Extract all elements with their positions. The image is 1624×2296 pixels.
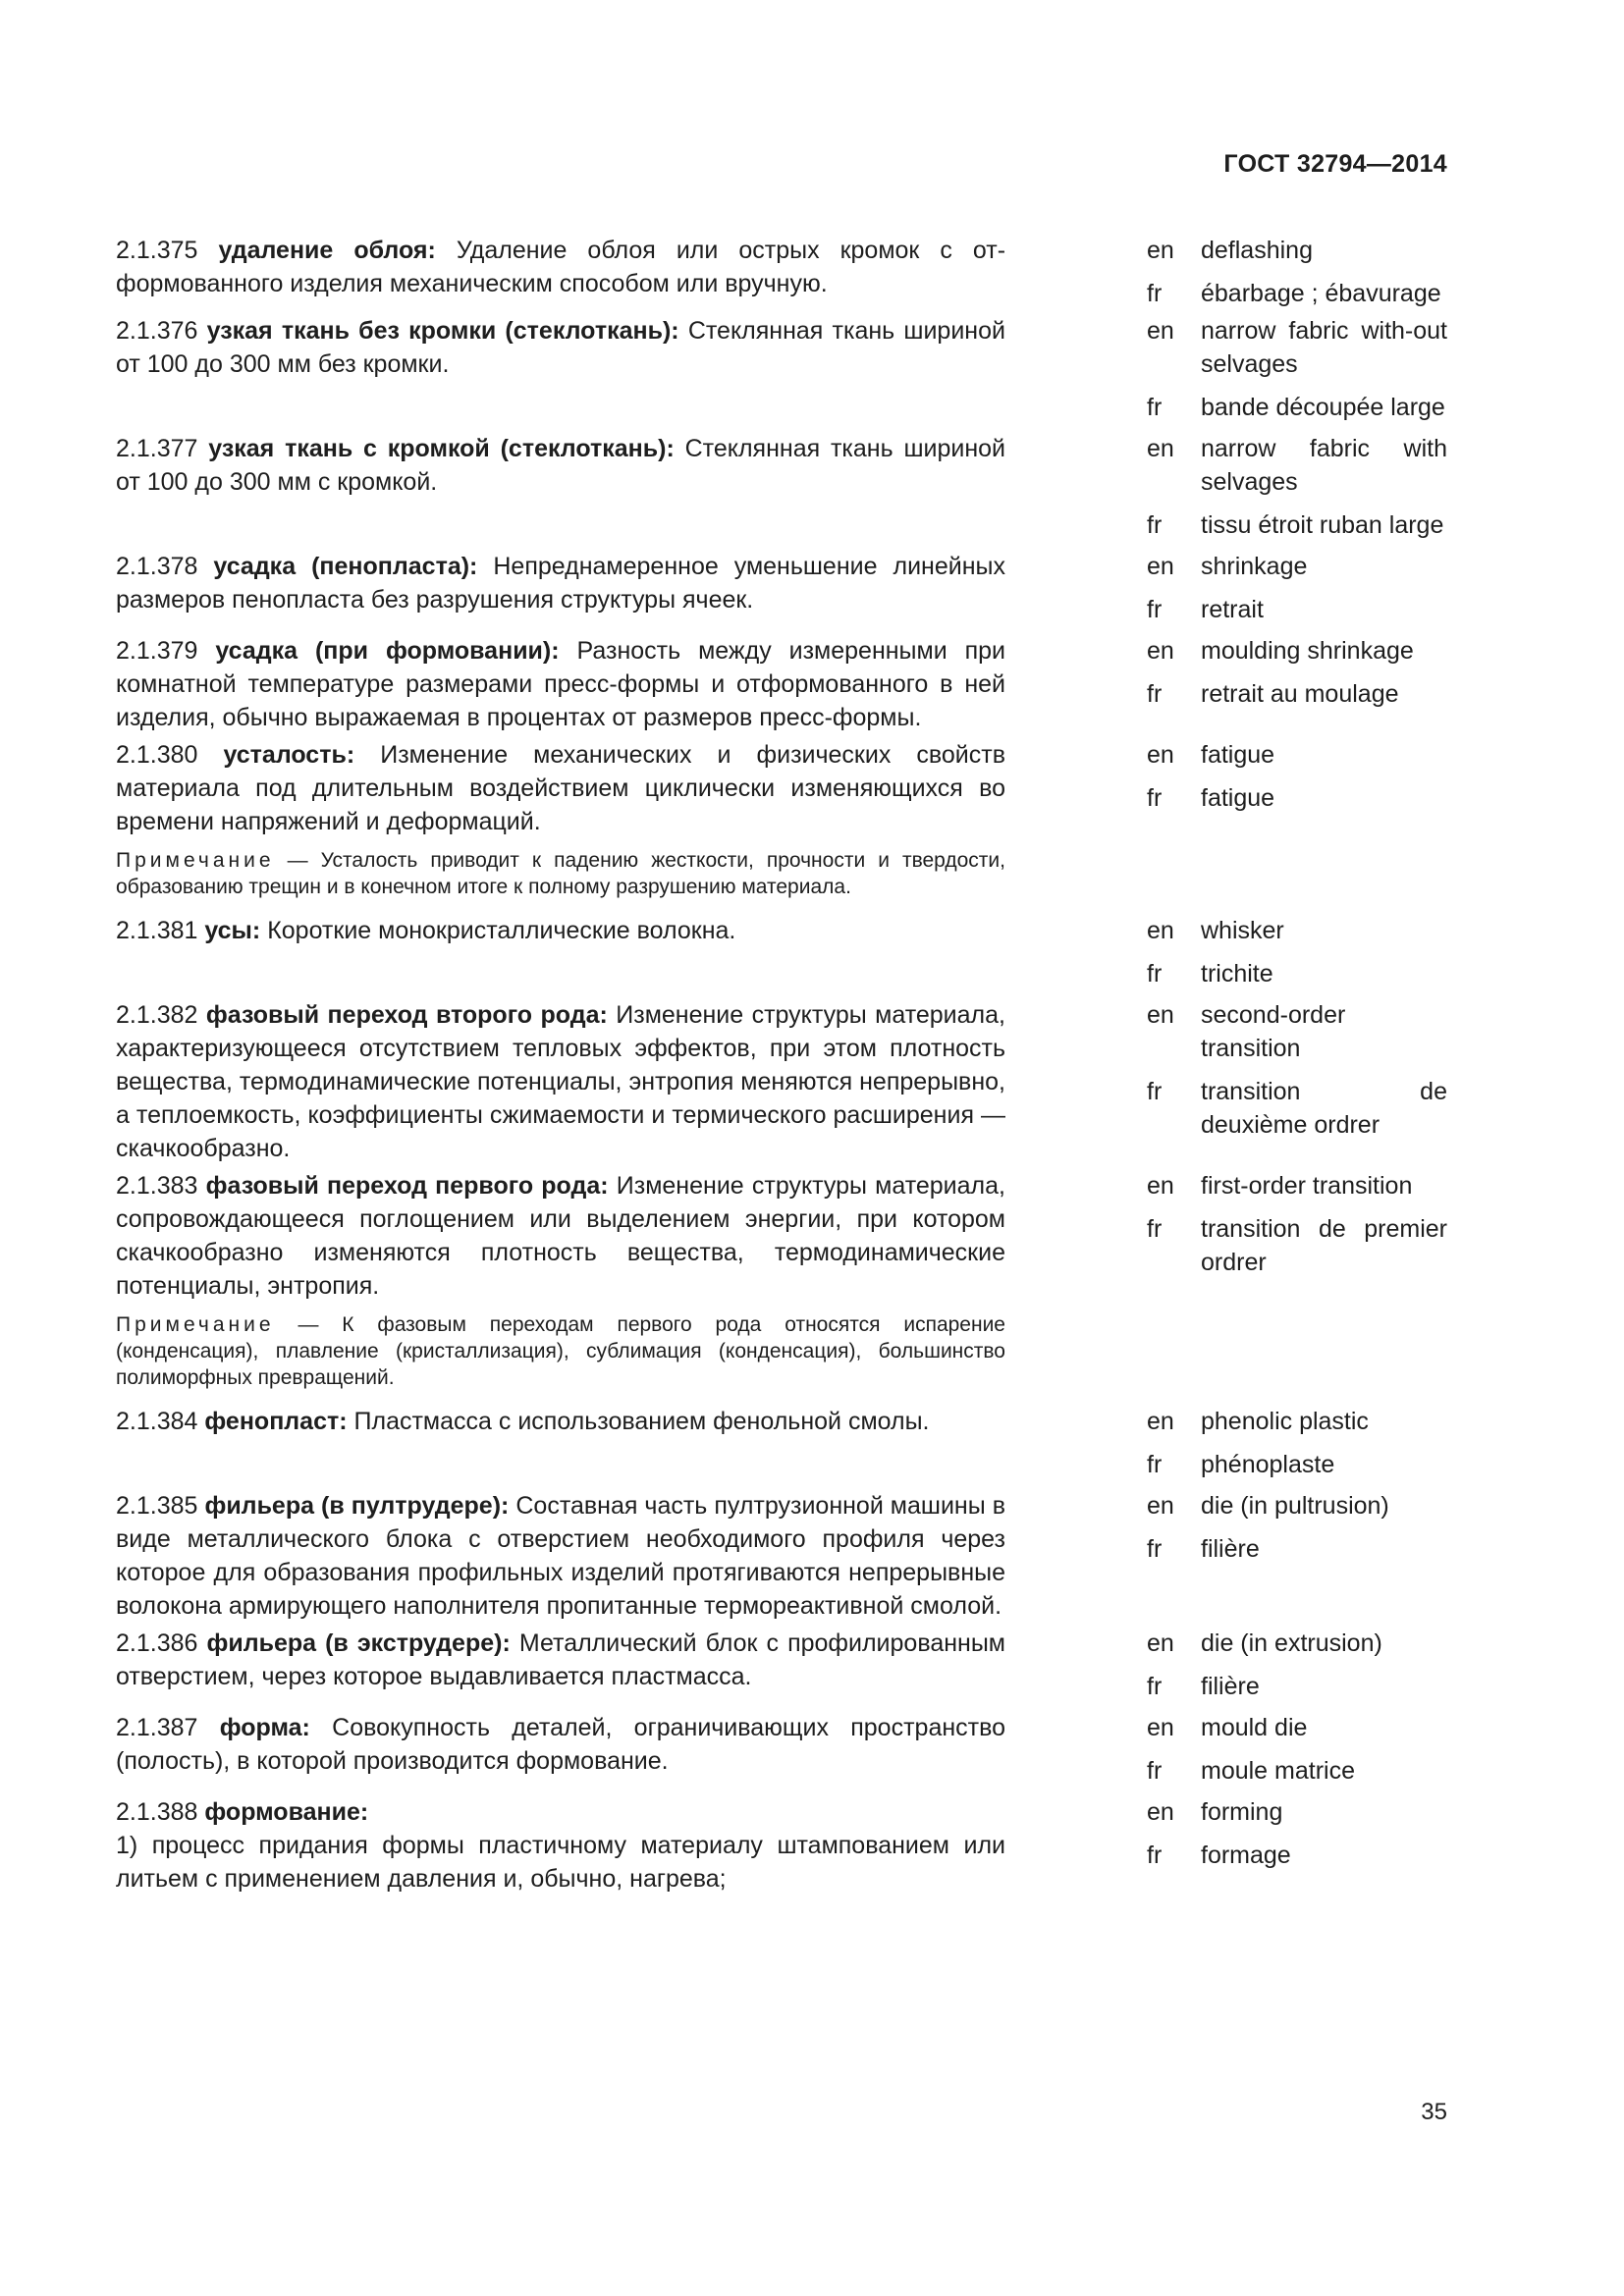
term-number: 2.1.383: [116, 1172, 198, 1200]
term-entry: [116, 1627, 1447, 1703]
translation-text: phénoplaste: [1201, 1451, 1335, 1478]
lang-label-en: en: [1147, 1798, 1174, 1826]
translation-en: [1147, 234, 1447, 267]
definition-text: Изменение структуры материала, сопровождающееся поглощением или выделением энергии, при котором скачкообразно изменяются плотность вещества, термодинамические потенциалы, энтропия.: [116, 1172, 1005, 1300]
translation-text: transition de premier ordrer: [1201, 1215, 1447, 1276]
translation-text: bande découpée large: [1201, 394, 1445, 421]
term-number: 2.1.377: [116, 435, 198, 462]
translation-text: filière: [1201, 1535, 1260, 1563]
term-body: [116, 1795, 1005, 1896]
term-definition: [116, 550, 1005, 616]
term-body: [116, 1169, 1005, 1397]
term-entry: [116, 1795, 1447, 1896]
lang-label-fr: fr: [1147, 394, 1163, 421]
lang-label-fr: fr: [1147, 1215, 1163, 1243]
term-note: [116, 1311, 1005, 1391]
lang-label-en: en: [1147, 553, 1174, 580]
term-number: 2.1.388: [116, 1798, 198, 1826]
note-text: — К фазовым переходам первого рода относятся испарение (конденсация), плавление (кристаллизация), сублимация (конденсация), большинство полиморфных превращений.: [116, 1313, 1005, 1389]
note-label: Примечание: [116, 1313, 275, 1336]
term-body: [116, 432, 1005, 542]
translation-text: shrinkage: [1201, 553, 1308, 580]
translation-text: retrait: [1201, 596, 1264, 623]
translations: [1147, 998, 1447, 1165]
lang-label-fr: fr: [1147, 1078, 1163, 1105]
translation-en: [1147, 738, 1447, 772]
term-definition: [116, 314, 1005, 381]
lang-label-en: en: [1147, 1172, 1174, 1200]
lang-label-en: en: [1147, 1001, 1174, 1029]
term-note: [116, 847, 1005, 900]
term-name: форма:: [219, 1714, 310, 1741]
term-definition: [116, 234, 1005, 300]
definition-text: Разность между измеренными при комнатной температуре размерами пресс-формы и отформованного в ней изделия, обычно выражаемая в процентах от размеров пресс-формы.: [116, 637, 1006, 731]
translation-en: [1147, 914, 1447, 947]
translations: [1147, 432, 1447, 542]
lang-label-fr: fr: [1147, 960, 1163, 988]
translation-fr: [1147, 1670, 1447, 1703]
note-label: Примечание: [116, 849, 275, 872]
term-name: усталость:: [223, 741, 355, 769]
definition-text: Составная часть пултрузионной машины в виде металлического блока с отверстием необходимого профиля через которое для образования профильных изделий протягиваются непрерывные волокона армирующего наполнителя пропитанные термореактивной смолой.: [116, 1492, 1005, 1620]
translation-fr: [1147, 1212, 1447, 1279]
definition-text: Короткие монокристаллические волокна.: [267, 917, 736, 944]
definition-item: 1) процесс придания формы пластичному материалу штампованием или литьем с применением давления и, обычно, нагрева;: [116, 1832, 1005, 1893]
term-number: 2.1.379: [116, 637, 198, 665]
translations: [1147, 1169, 1447, 1397]
translation-en: [1147, 1795, 1447, 1829]
definition-text: Стеклянная ткань шириной от 100 до 300 мм без кромки.: [116, 317, 1005, 378]
translation-text: mould die: [1201, 1714, 1308, 1741]
term-definition: [116, 432, 1005, 499]
term-number: 2.1.386: [116, 1629, 198, 1657]
translation-text: transition de deuxième ordrer: [1201, 1078, 1447, 1139]
translation-text: narrow fabric with selvages: [1201, 435, 1447, 496]
term-number: 2.1.382: [116, 1001, 198, 1029]
term-name: формование:: [204, 1798, 369, 1826]
term-name: усадка (при формовании):: [215, 637, 560, 665]
translation-fr: [1147, 391, 1447, 424]
term-number: 2.1.376: [116, 317, 198, 345]
term-body: [116, 1405, 1005, 1481]
translation-en: [1147, 314, 1447, 381]
lang-label-en: en: [1147, 1629, 1174, 1657]
translation-en: [1147, 998, 1447, 1065]
translation-fr: [1147, 1532, 1447, 1566]
lang-label-fr: fr: [1147, 784, 1163, 812]
term-body: [116, 634, 1005, 734]
term-name: фильера (в пултрудере):: [204, 1492, 510, 1520]
term-number: 2.1.384: [116, 1408, 198, 1435]
lang-label-en: en: [1147, 917, 1174, 944]
lang-label-fr: fr: [1147, 680, 1163, 708]
term-entry: [116, 550, 1447, 626]
lang-label-fr: fr: [1147, 1451, 1163, 1478]
term-number: 2.1.385: [116, 1492, 198, 1520]
definition-text: Металлический блок с профилированным отверстием, через которое выдавливается пластмасса.: [116, 1629, 1005, 1690]
term-body: [116, 550, 1005, 626]
term-name: фенопласт:: [204, 1408, 348, 1435]
translation-en: [1147, 1627, 1447, 1660]
term-definition: [116, 1627, 1005, 1693]
term-entry: [116, 998, 1447, 1165]
term-definition: [116, 914, 1005, 947]
term-number: 2.1.378: [116, 553, 198, 580]
translation-text: trichite: [1201, 960, 1273, 988]
translation-text: forming: [1201, 1798, 1283, 1826]
lang-label-fr: fr: [1147, 596, 1163, 623]
term-name: фильера (в экструдере):: [206, 1629, 511, 1657]
translation-text: moule matrice: [1201, 1757, 1355, 1785]
translations: [1147, 1627, 1447, 1703]
term-body: [116, 234, 1005, 310]
translation-text: fatigue: [1201, 784, 1275, 812]
term-body: [116, 738, 1005, 906]
definition-text: Пластмасса с использованием фенольной смолы.: [353, 1408, 930, 1435]
translation-text: first-order transition: [1201, 1172, 1413, 1200]
term-body: [116, 998, 1005, 1165]
term-name: узкая ткань с кромкой (стеклоткань):: [208, 435, 675, 462]
term-entry: [116, 1711, 1447, 1788]
lang-label-fr: fr: [1147, 511, 1163, 539]
lang-label-fr: fr: [1147, 280, 1163, 307]
translation-fr: [1147, 508, 1447, 542]
translation-fr: [1147, 1754, 1447, 1788]
translations: [1147, 1795, 1447, 1896]
term-definition: [116, 634, 1005, 734]
definition-text: Удаление облоя или острых кромок с отформованного изделия механическим способом или вручную.: [116, 237, 1006, 297]
translation-text: narrow fabric with-out selvages: [1201, 317, 1447, 378]
note-text: — Усталость приводит к падению жесткости, прочности и твердости, образованию трещин и в конечном итоге к полному разрушению материала.: [116, 849, 1005, 898]
translation-text: die (in extrusion): [1201, 1629, 1382, 1657]
translation-en: [1147, 1711, 1447, 1744]
term-entry: [116, 234, 1447, 310]
translation-fr: [1147, 781, 1447, 815]
term-name: узкая ткань без кромки (стеклоткань):: [206, 317, 679, 345]
translation-text: whisker: [1201, 917, 1284, 944]
translations: [1147, 234, 1447, 310]
term-entry: [116, 314, 1447, 424]
term-body: [116, 1627, 1005, 1703]
definition-text: Стеклянная ткань шириной от 100 до 300 мм с кромкой.: [116, 435, 1006, 496]
lang-label-en: en: [1147, 1492, 1174, 1520]
translation-fr: [1147, 1448, 1447, 1481]
term-definition: [116, 998, 1005, 1165]
translation-fr: [1147, 677, 1447, 711]
lang-label-fr: fr: [1147, 1673, 1163, 1700]
term-entry: [116, 1169, 1447, 1397]
page-number: 35: [1421, 2099, 1447, 2125]
translation-text: deflashing: [1201, 237, 1313, 264]
term-number: 2.1.381: [116, 917, 198, 944]
term-definition: [116, 1489, 1005, 1623]
translation-text: tissu étroit ruban large: [1201, 511, 1444, 539]
term-number: 2.1.375: [116, 237, 198, 264]
translations: [1147, 634, 1447, 734]
translation-text: moulding shrinkage: [1201, 637, 1414, 665]
term-body: [116, 314, 1005, 424]
term-definition: [116, 738, 1005, 838]
translation-text: ébarbage ; ébavurage: [1201, 280, 1441, 307]
term-name: фазовый переход первого рода:: [205, 1172, 609, 1200]
document-header: ГОСТ 32794—2014: [1223, 150, 1447, 178]
translation-text: filière: [1201, 1673, 1260, 1700]
term-definition: [116, 1711, 1005, 1778]
term-entry: [116, 914, 1447, 990]
term-number: 2.1.387: [116, 1714, 198, 1741]
term-entry: [116, 1405, 1447, 1481]
term-definition: [116, 1405, 1005, 1438]
term-entry: [116, 738, 1447, 906]
term-name: фазовый переход второго рода:: [205, 1001, 608, 1029]
term-definition: [116, 1169, 1005, 1303]
lang-label-fr: fr: [1147, 1535, 1163, 1563]
lang-label-en: en: [1147, 435, 1174, 462]
definition-text: Изменение структуры материала, характеризующееся отсутствием тепловых эффектов, при этом плотность вещества, термодинамические потенциалы, энтропия меняются непрерывно, а теплоемкость, коэффициенты сжимаемости и термического расширения — скачкообразно.: [116, 1001, 1005, 1162]
translation-fr: [1147, 277, 1447, 310]
translation-fr: [1147, 1839, 1447, 1872]
lang-label-en: en: [1147, 317, 1174, 345]
term-name: усадка (пенопласта):: [213, 553, 478, 580]
term-definition: [116, 1795, 1005, 1829]
term-entry: [116, 1489, 1447, 1623]
definition-text: Изменение механических и физических свойств материала под длительным воздействием циклически изменяющихся во времени напряжений и деформаций.: [116, 741, 1005, 835]
term-name: усы:: [204, 917, 261, 944]
term-entry: [116, 634, 1447, 734]
term-name: удаление облоя:: [218, 237, 436, 264]
translations: [1147, 738, 1447, 906]
translation-text: retrait au moulage: [1201, 680, 1399, 708]
lang-label-en: en: [1147, 637, 1174, 665]
translation-fr: [1147, 593, 1447, 626]
term-body: [116, 1489, 1005, 1623]
translation-en: [1147, 634, 1447, 667]
term-body: [116, 914, 1005, 990]
translation-text: second-order transition: [1201, 1001, 1346, 1062]
lang-label-en: en: [1147, 1408, 1174, 1435]
lang-label-fr: fr: [1147, 1757, 1163, 1785]
term-entry: [116, 432, 1447, 542]
translation-en: [1147, 1169, 1447, 1202]
terms-list: [116, 234, 1447, 1903]
translations: [1147, 1711, 1447, 1788]
translation-text: phenolic plastic: [1201, 1408, 1369, 1435]
translation-text: die (in pultrusion): [1201, 1492, 1389, 1520]
translation-fr: [1147, 1075, 1447, 1142]
definition-text: Непреднамеренное уменьшение линейных размеров пенопласта без разрушения структуры ячеек.: [116, 553, 1005, 614]
translation-text: fatigue: [1201, 741, 1275, 769]
translation-en: [1147, 1405, 1447, 1438]
translations: [1147, 314, 1447, 424]
translation-en: [1147, 550, 1447, 583]
lang-label-en: en: [1147, 237, 1174, 264]
translation-fr: [1147, 957, 1447, 990]
translations: [1147, 550, 1447, 626]
translation-en: [1147, 432, 1447, 499]
lang-label-en: en: [1147, 741, 1174, 769]
translation-text: formage: [1201, 1842, 1291, 1869]
lang-label-fr: fr: [1147, 1842, 1163, 1869]
term-body: [116, 1711, 1005, 1788]
translations: [1147, 1489, 1447, 1623]
term-number: 2.1.380: [116, 741, 198, 769]
lang-label-en: en: [1147, 1714, 1174, 1741]
definition-text: Совокупность деталей, ограничивающих пространство (полость), в которой производится формование.: [116, 1714, 1006, 1775]
translation-en: [1147, 1489, 1447, 1522]
translations: [1147, 1405, 1447, 1481]
translations: [1147, 914, 1447, 990]
